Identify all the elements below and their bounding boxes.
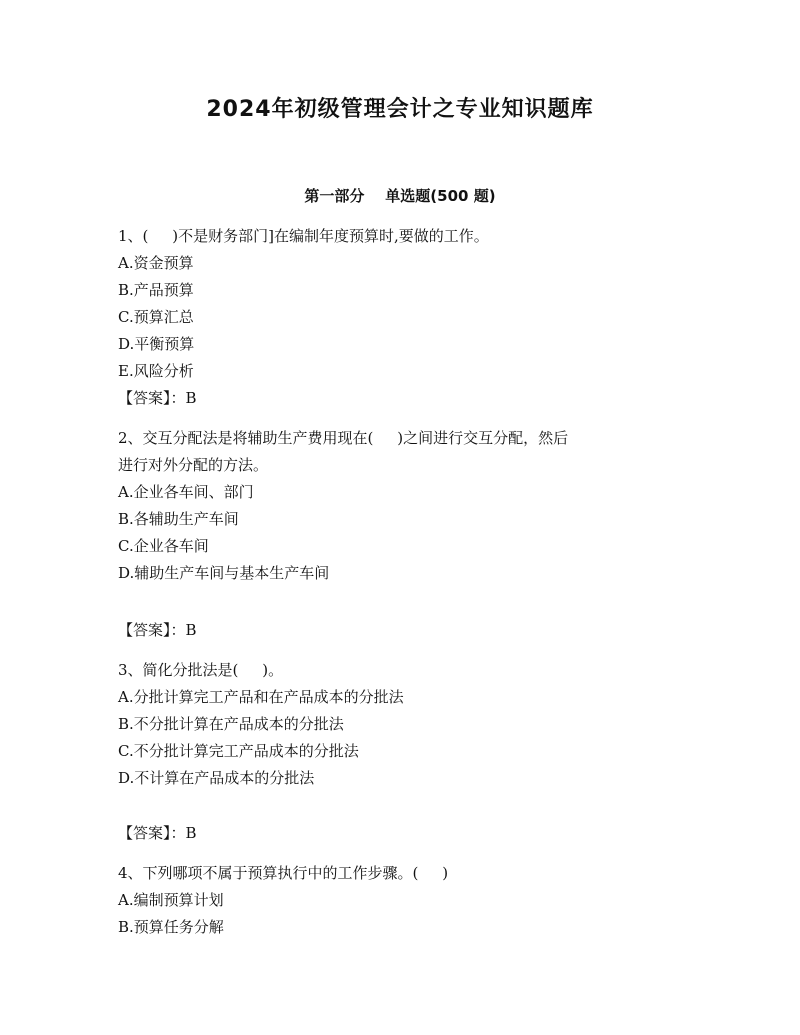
question-1 (118, 223, 698, 412)
option-c: C.不分批计算完工产品成本的分批法 (118, 742, 359, 760)
question-stem-continued: 进行对外分配的方法。 (118, 456, 269, 474)
option-b: B.预算任务分解 (118, 918, 224, 936)
option-a: A.企业各车间、部门 (118, 483, 254, 501)
option-c: C.企业各车间 (118, 537, 209, 555)
option-a: A.编制预算计划 (118, 891, 224, 909)
option-d: D.不计算在产品成本的分批法 (118, 769, 315, 787)
option-d: D.辅助生产车间与基本生产车间 (118, 564, 330, 582)
option-c: C.预算汇总 (118, 308, 194, 326)
question-stem: 2、交互分配法是将辅助生产费用现在( )之间进行交互分配，然后 (118, 429, 569, 447)
question-3 (118, 657, 698, 792)
option-b: B.各辅助生产车间 (118, 510, 239, 528)
section-heading: 第一部分 单选题(500 题) (304, 187, 496, 205)
option-d: D.平衡预算 (118, 335, 195, 353)
option-a: A.资金预算 (118, 254, 194, 272)
option-b: B.产品预算 (118, 281, 194, 299)
question-stem: 4、下列哪项不属于预算执行中的工作步骤。( ) (118, 864, 449, 882)
question-4 (118, 860, 698, 941)
document-title: 2024年初级管理会计之专业知识题库 (206, 97, 594, 122)
answer-line: 【答案】：B (118, 621, 197, 639)
option-a: A.分批计算完工产品和在产品成本的分批法 (118, 688, 404, 706)
option-b: B.不分批计算在产品成本的分批法 (118, 715, 344, 733)
answer-line: 【答案】：B (118, 824, 197, 842)
answer-line: 【答案】：B (118, 389, 197, 407)
option-e: E.风险分析 (118, 362, 194, 380)
question-stem: 3、简化分批法是( )。 (118, 661, 284, 679)
question-2 (118, 425, 698, 587)
question-stem: 1、( )不是财务部门]在编制年度预算时,要做的工作。 (118, 227, 489, 245)
